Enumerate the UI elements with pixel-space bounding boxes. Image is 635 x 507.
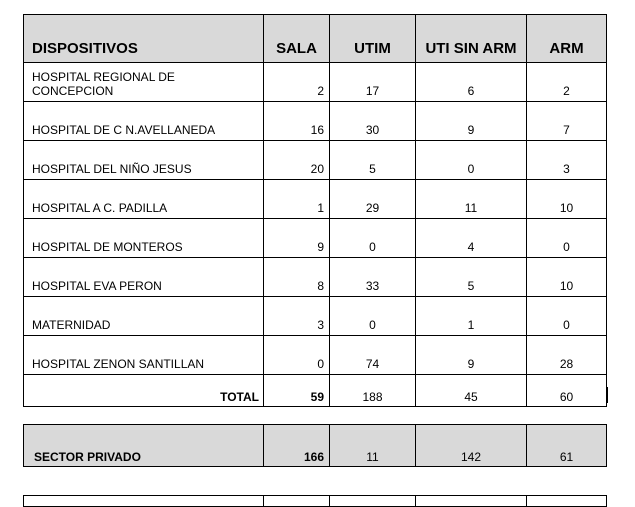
row-uti-sin-arm: 0 [416,141,527,180]
header-dispositivos: DISPOSITIVOS [24,15,264,63]
row-uti-sin-arm: 6 [416,63,527,102]
row-sala: 20 [264,141,330,180]
row-arm: 0 [527,219,607,258]
row-uti-sin-arm: 11 [416,180,527,219]
row-uti-sin-arm: 1 [416,297,527,336]
empty-cell [24,496,264,507]
table-row [24,297,607,336]
private-sala: 166 [264,425,330,467]
row-sala: 0 [264,336,330,375]
table-row [24,258,607,297]
row-utim: 74 [330,336,416,375]
row-arm: 2 [527,63,607,102]
row-sala: 8 [264,258,330,297]
private-utim: 11 [330,425,416,467]
row-utim: 17 [330,63,416,102]
row-uti-sin-arm: 9 [416,102,527,141]
row-arm: 10 [527,258,607,297]
total-arm: 60 [527,375,607,407]
row-arm: 0 [527,297,607,336]
row-name: HOSPITAL A C. PADILLA [24,180,264,219]
row-name: HOSPITAL DE C N.AVELLANEDA [24,102,264,141]
row-name: HOSPITAL DEL NIÑO JESUS [24,141,264,180]
header-utim: UTIM [330,15,416,63]
empty-cell [264,496,330,507]
row-uti-sin-arm: 4 [416,219,527,258]
row-sala: 1 [264,180,330,219]
header-uti-sin-arm: UTI SIN ARM [416,15,527,63]
empty-cell [527,496,607,507]
row-arm: 3 [527,141,607,180]
row-name: HOSPITAL REGIONAL DE CONCEPCION [24,63,264,102]
row-uti-sin-arm: 9 [416,336,527,375]
table-row [24,63,607,102]
total-row [24,375,607,407]
row-sala: 16 [264,102,330,141]
row-utim: 0 [330,219,416,258]
private-sector-label: SECTOR PRIVADO [24,425,264,467]
row-sala: 9 [264,219,330,258]
private-sector-row [24,425,607,467]
next-table-row [24,496,607,507]
row-utim: 29 [330,180,416,219]
table-row [24,102,607,141]
row-sala: 2 [264,63,330,102]
row-utim: 0 [330,297,416,336]
row-name: HOSPITAL ZENON SANTILLAN [24,336,264,375]
table-row [24,336,607,375]
private-arm: 61 [527,425,607,467]
header-sala: SALA [264,15,330,63]
empty-cell [330,496,416,507]
row-utim: 5 [330,141,416,180]
row-name: MATERNIDAD [24,297,264,336]
row-name: HOSPITAL DE MONTEROS [24,219,264,258]
header-arm: ARM [527,15,607,63]
total-label: TOTAL [24,375,264,407]
hospital-rows [24,63,607,375]
total-uti-sin-arm: 45 [416,375,527,407]
row-arm: 28 [527,336,607,375]
private-sector-table [23,424,607,467]
row-utim: 33 [330,258,416,297]
header-row [24,15,607,63]
row-arm: 7 [527,102,607,141]
table-row [24,141,607,180]
text-cursor [607,387,608,403]
private-uti-sin-arm: 142 [416,425,527,467]
row-uti-sin-arm: 5 [416,258,527,297]
table-row [24,219,607,258]
dispositivos-table [23,14,607,407]
total-utim: 188 [330,375,416,407]
row-name: HOSPITAL EVA PERON [24,258,264,297]
total-sala: 59 [264,375,330,407]
row-sala: 3 [264,297,330,336]
table-row [24,180,607,219]
row-utim: 30 [330,102,416,141]
empty-cell [416,496,527,507]
next-table-partial [23,495,607,507]
row-arm: 10 [527,180,607,219]
